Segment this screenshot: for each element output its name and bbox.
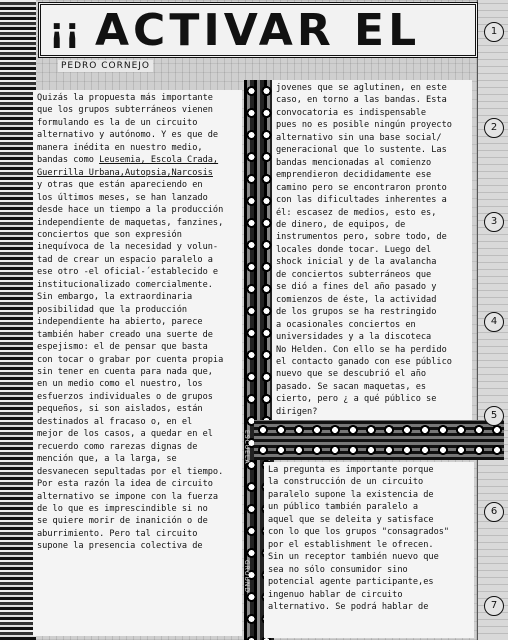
headline-box (38, 2, 478, 58)
text-line: locales donde tocar. Luego del (276, 244, 432, 255)
text-line: generacional que lo sustente. Las (276, 145, 447, 156)
text-line: aburrimiento. Pero tal circuito (37, 528, 198, 539)
text-line: con lo que los grupos "consagrados" (268, 527, 450, 538)
page-number-circle-6: 6 (484, 502, 504, 522)
text-line-underlined: Guerrilla Urbana,Autopsia,Narcosis (37, 167, 213, 178)
text-line: Quizás la propuesta más importante (37, 93, 213, 103)
text-fragment: bandas como (37, 155, 100, 166)
text-line: formulando es la de un circuito (37, 117, 198, 128)
band-names-underlined: Leusemia, Escola Crada, (99, 155, 219, 166)
text-line: también haber creado una suerte de (37, 329, 213, 340)
text-line: ingenuo hablar de circuito (268, 589, 403, 600)
left-collage-strip (0, 0, 36, 640)
text-line: de dinero, de equipos, de (276, 219, 406, 230)
text-line: alternativo y autónomo. Y es que de (37, 130, 219, 141)
text-line: pequeños, si son aislados, están (37, 404, 203, 415)
text-line: independiente de maquetas, fanzines, (37, 217, 224, 228)
text-line: universidades y a la discoteca (276, 332, 432, 343)
text-line: en un medio como el nuestro, los (37, 379, 203, 390)
text-line: él: escasez de medios, esto es, (276, 207, 437, 218)
author-name: PEDRO CORNEJO (58, 60, 153, 72)
text-line: desde hace un tiempo a la producción (37, 205, 224, 216)
text-line: por el establishment le ofrecen. (268, 539, 434, 550)
text-line: alternativo. Se podrá hablar de (268, 601, 429, 612)
page-number-circle-7: 7 (484, 596, 504, 616)
text-line: sea no sólo consumidor sino (268, 564, 408, 575)
text-line: Sin un receptor también nuevo que (268, 552, 439, 563)
exclamation-marks: ¡¡ (49, 11, 81, 51)
text-line: recuerdo como rarezas dignas de (37, 441, 198, 452)
text-line: instrumentos pero, sobre todo, de (276, 232, 447, 243)
headline-title: ACTIVAR EL (95, 5, 421, 56)
text-line: un público también paralelo a (268, 502, 419, 513)
text-line: manera inédita en nuestro medio, (37, 142, 203, 153)
text-line: a ocasionales conciertos en (276, 319, 416, 330)
text-line: el contacto ganado con ese público (276, 356, 452, 367)
text-line: mejor de los casos, a quedar en el (37, 429, 213, 440)
text-line: y otras que están apareciendo en (37, 180, 203, 191)
text-line: esfuerzos individuales o de grupos (37, 391, 213, 402)
text-line: alternativo se impone con la fuerza (37, 491, 219, 502)
text-line: de lo que es imprescindible si no (37, 503, 208, 514)
circuit-board-collage-lower (254, 420, 504, 460)
text-line: tad de crear un espacio paralelo a (37, 254, 213, 265)
text-line: posibilidad que la producción (37, 304, 188, 315)
text-line: emprendieron decididamente ese (276, 170, 432, 181)
page-number-circle-4: 4 (484, 312, 504, 332)
text-line: que los grupos subterráneos vienen (37, 105, 213, 116)
text-line: convocatoria es indispensable (276, 107, 427, 118)
article-column-3 (264, 462, 474, 638)
text-line: bandas mencionadas al comienzo (276, 157, 432, 168)
text-line: institucionalizado comercialmente. (37, 279, 213, 290)
text-line: Sin embargo, la extraordinaria (37, 292, 193, 303)
text-line: mención que, a la larga, se (37, 454, 177, 465)
text-line: shock inicial y de la avalancha (276, 257, 437, 268)
text-line: independiente ha abierto, parece (37, 317, 203, 328)
text-line: La pregunta es importante porque (268, 465, 434, 475)
article-column-1 (33, 90, 242, 636)
text-line: de los grupos se ha restringido (276, 307, 437, 318)
text-line: pasado. Se sacan maquetas, es (276, 381, 427, 392)
text-line: de conciertos subterráneos que (276, 269, 432, 280)
text-line: espejismo: el de pensar que basta (37, 342, 208, 353)
text-line: caso, en torno a las bandas. Esta (276, 95, 447, 106)
text-line: paralelo supone la existencia de (268, 489, 434, 500)
side-label-escuela: ESCUELA (243, 430, 250, 465)
text-line: desvanecen sepultadas por el tiempo. (37, 466, 224, 477)
text-line: sin tener en cuenta para nada que, (37, 366, 213, 377)
text-line: No Helden. Con ello se ha perdido (276, 344, 447, 355)
text-line (37, 154, 238, 166)
text-line: camino pero se encontraron pronto (276, 182, 447, 193)
page-number-circle-3: 3 (484, 212, 504, 232)
text-line: conciertos que son expresión (37, 229, 182, 240)
text-line: con tocar o grabar por cuenta propia (37, 354, 224, 365)
text-line: los últimos meses, se han lanzado (37, 192, 208, 203)
text-line: alternativo sin una base social/ (276, 132, 442, 143)
text-line: supone la presencia colectiva de (37, 541, 203, 552)
text-line: nuevo que se descubrió el año (276, 369, 427, 380)
text-line: destinados al fracaso o, en el (37, 416, 193, 427)
article-column-2 (272, 80, 472, 420)
text-line: jovenes que se aglutinen, en este (276, 83, 447, 93)
text-line: con las dificultades inherentes a (276, 195, 447, 206)
page-number-circle-1: 1 (484, 22, 504, 42)
text-line: cierto, pero ¿ a qué público se (276, 394, 437, 405)
text-line: se quiere morir de inanición o de (37, 516, 208, 527)
page-number-circle-5: 5 (484, 406, 504, 426)
text-line: potencial agente participante,es (268, 577, 434, 588)
text-line: pues no es posible ningún proyecto (276, 120, 452, 131)
text-line: aquel que se deleita y satisface (268, 514, 434, 525)
text-line: comienzos de éste, la actividad (276, 294, 437, 305)
page-number-circle-2: 2 (484, 118, 504, 138)
text-line: dirigen? (276, 406, 318, 417)
text-line: inequívoca de la necesidad y volun- (37, 242, 219, 253)
side-label-ground: GROUND (243, 560, 250, 594)
text-line: la construcción de un circuito (268, 477, 424, 488)
text-line: Por esta razón la idea de circuito (37, 479, 213, 490)
text-line: ese otro -el oficial-´establecido e (37, 267, 219, 278)
text-line: se dió a fines del año pasado y (276, 282, 437, 293)
